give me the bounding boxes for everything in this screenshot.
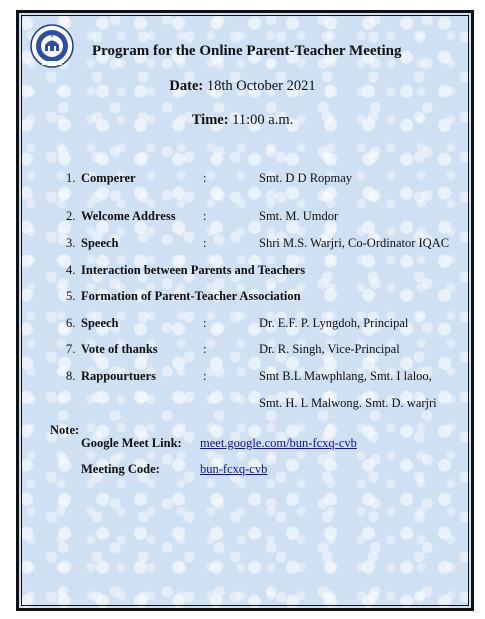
meeting-date bbox=[0, 78, 485, 95]
page-title: Program for the Online Parent-Teacher Meeting bbox=[92, 43, 402, 59]
item-role: Interaction between Parents and Teachers bbox=[81, 263, 306, 277]
item-colon: : bbox=[203, 171, 207, 185]
item-number: 7. bbox=[66, 342, 76, 356]
item-role: Rappourtuers bbox=[81, 369, 157, 383]
item-number: 8. bbox=[66, 369, 76, 383]
document-frame bbox=[16, 10, 474, 611]
item-number: 3. bbox=[66, 236, 76, 250]
meet-link-label: Google Meet Link: bbox=[81, 436, 182, 450]
item-person: Smt B.L Mawphlang, Smt. I laloo, bbox=[259, 369, 432, 383]
item-person-continuation: Smt. H. L Malwong. Smt. D. warjri bbox=[259, 396, 437, 410]
item-number: 6. bbox=[66, 316, 76, 330]
item-person: Dr. R. Singh, Vice-Principal bbox=[259, 342, 400, 356]
google-meet-link[interactable]: meet.google.com/bun-fcxq-cvb bbox=[200, 436, 357, 450]
item-role: Comperer bbox=[81, 171, 136, 185]
date-value: 18th October 2021 bbox=[206, 78, 316, 94]
item-person: Smt. D D Ropmay bbox=[259, 171, 353, 185]
item-person: Dr. E.F. P. Lyngdoh, Principal bbox=[259, 316, 409, 330]
item-colon: : bbox=[203, 236, 207, 250]
meeting-code-label: Meeting Code: bbox=[81, 462, 160, 476]
item-role: Vote of thanks bbox=[81, 342, 158, 356]
item-person: Shri M.S. Warjri, Co-Ordinator IQAC bbox=[259, 236, 450, 250]
item-number: 1. bbox=[66, 171, 76, 185]
item-role: Speech bbox=[81, 236, 119, 250]
time-label: Time: bbox=[191, 112, 229, 128]
item-role: Speech bbox=[81, 316, 119, 330]
date-label: Date: bbox=[169, 78, 204, 94]
meeting-time bbox=[0, 112, 485, 129]
item-number: 4. bbox=[66, 263, 76, 277]
item-role: Formation of Parent-Teacher Association bbox=[81, 289, 301, 303]
item-colon: : bbox=[203, 316, 207, 330]
item-number: 2. bbox=[66, 209, 76, 223]
time-value: 11:00 a.m. bbox=[232, 112, 294, 128]
item-colon: : bbox=[203, 209, 207, 223]
frame-inner-border bbox=[21, 15, 469, 606]
item-person: Smt. M. Umdor bbox=[259, 209, 339, 223]
college-seal-logo bbox=[30, 24, 74, 68]
item-number: 5. bbox=[66, 289, 76, 303]
item-role: Welcome Address bbox=[81, 209, 176, 223]
meeting-code-link[interactable]: bun-fcxq-cvb bbox=[200, 462, 268, 476]
item-colon: : bbox=[203, 342, 207, 356]
item-colon: : bbox=[203, 369, 207, 383]
note-label: Note: bbox=[50, 423, 80, 437]
